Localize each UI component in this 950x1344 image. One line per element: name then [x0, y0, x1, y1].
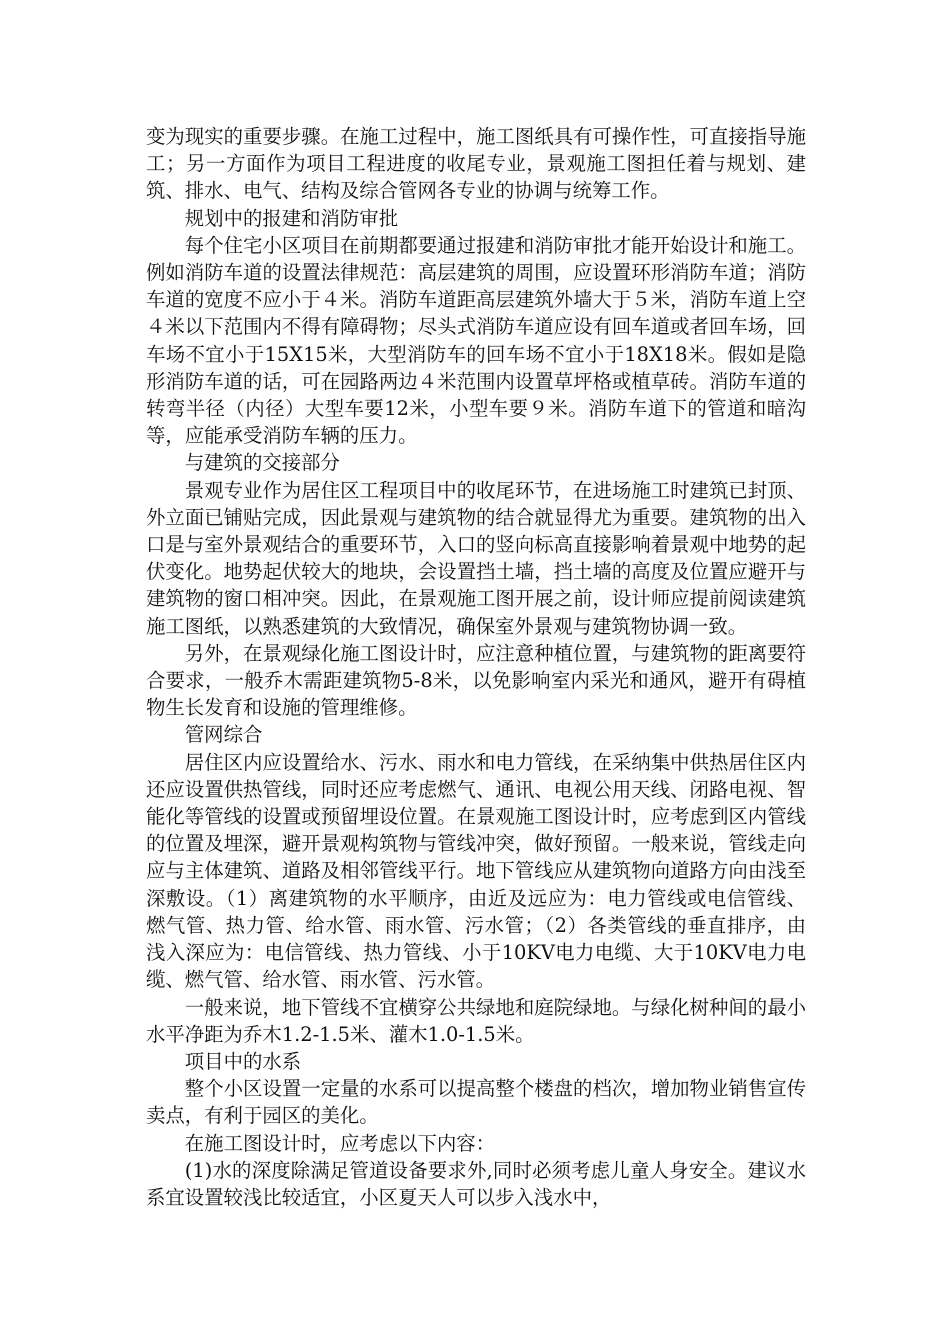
paragraph-pipe-network: 居住区内应设置给水、污水、雨水和电力管线，在采纳集中供热居住区内还应设置供热管线，同时还应考虑燃气、通讯、电视公用天线、闭路电视、智能化等管线的设置或预留埋设位置。在景观施工图设计时，应考虑到区内管线的位置及埋深，避开景观构筑物与管线冲突，做好预留。一般来说，管线走向应与主体建筑、道路及相邻管线平行。地下管线应从建筑物向道路方向由浅至深敷设。（1）离建筑物的水平顺序，由近及远应为：电力管线或电信管线、燃气管、热力管、给水管、雨水管、污水管；（2）各类管线的垂直排序，由浅入深应为：电信管线、热力管线、小于10KV电力电缆、大于10KV电力电缆、燃气管、给水管、雨水管、污水管。	[146, 750, 806, 992]
document-body	[146, 123, 806, 1211]
section-heading-building-interface: 与建筑的交接部分	[184, 451, 340, 475]
paragraph-pipe-greenery: 一般来说，地下管线不宜横穿公共绿地和庭院绿地。与绿化树种间的最小水平净距为乔木1.2-1.5米、灌木1.0-1.5米。	[146, 995, 806, 1046]
section-heading-pipe-network: 管网综合	[184, 723, 263, 747]
paragraph-building-interface: 景观专业作为居住区工程项目中的收尾环节，在进场施工时建筑已封顶、外立面已铺贴完成，因此景观与建筑物的结合就显得尤为重要。建筑物的出入口是与室外景观结合的重要环节，入口的竖向标高直接影响着景观中地势的起伏变化。地势起伏较大的地块，会设置挡土墙，挡土墙的高度及位置应避开与建筑物的窗口相冲突。因此，在景观施工图开展之前，设计师应提前阅读建筑施工图纸，以熟悉建筑的大致情况，确保室外景观与建筑物协调一致。	[146, 478, 806, 638]
paragraph-planting-distance: 另外，在景观绿化施工图设计时，应注意种植位置，与建筑物的距离要符合要求，一般乔木需距建筑物5-8米，以免影响室内采光和通风，避开有碍植物生长发育和设施的管理维修。	[146, 641, 806, 720]
paragraph-water-system: 整个小区设置一定量的水系可以提高整个楼盘的档次，增加物业销售宣传卖点，有利于园区的美化。	[146, 1077, 806, 1128]
paragraph-design-considerations: 在施工图设计时，应考虑以下内容：	[184, 1131, 496, 1155]
paragraph-water-depth: (1)水的深度除满足管道设备要求外,同时必须考虑儿童人身安全。建议水系宜设置较浅比较适宜，小区夏天人可以步入浅水中，	[146, 1158, 806, 1209]
paragraph-intro: 变为现实的重要步骤。在施工过程中，施工图纸具有可操作性，可直接指导施工；另一方面作为项目工程进度的收尾专业，景观施工图担任着与规划、建筑、排水、电气、结构及综合管网各专业的协调与统筹工作。	[146, 125, 806, 203]
section-heading-approval: 规划中的报建和消防审批	[184, 206, 399, 230]
section-heading-water-system: 项目中的水系	[184, 1049, 302, 1073]
paragraph-fire-lane: 每个住宅小区项目在前期都要通过报建和消防审批才能开始设计和施工。例如消防车道的设置法律规范：高层建筑的周围，应设置环形消防车道；消防车道的宽度不应小于４米。消防车道距高层建筑外墙大于５米，消防车道上空４米以下范围内不得有障碍物；尽头式消防车道应设有回车道或者回车场，回车场不宜小于15X15米，大型消防车的回车场不宜小于18X18米。假如是隐形消防车道的话，可在园路两边４米范围内设置草坪格或植草砖。消防车道的转弯半径（内径）大型车要12米，小型车要９米。消防车道下的管道和暗沟等，应能承受消防车辆的压力。	[146, 233, 806, 448]
